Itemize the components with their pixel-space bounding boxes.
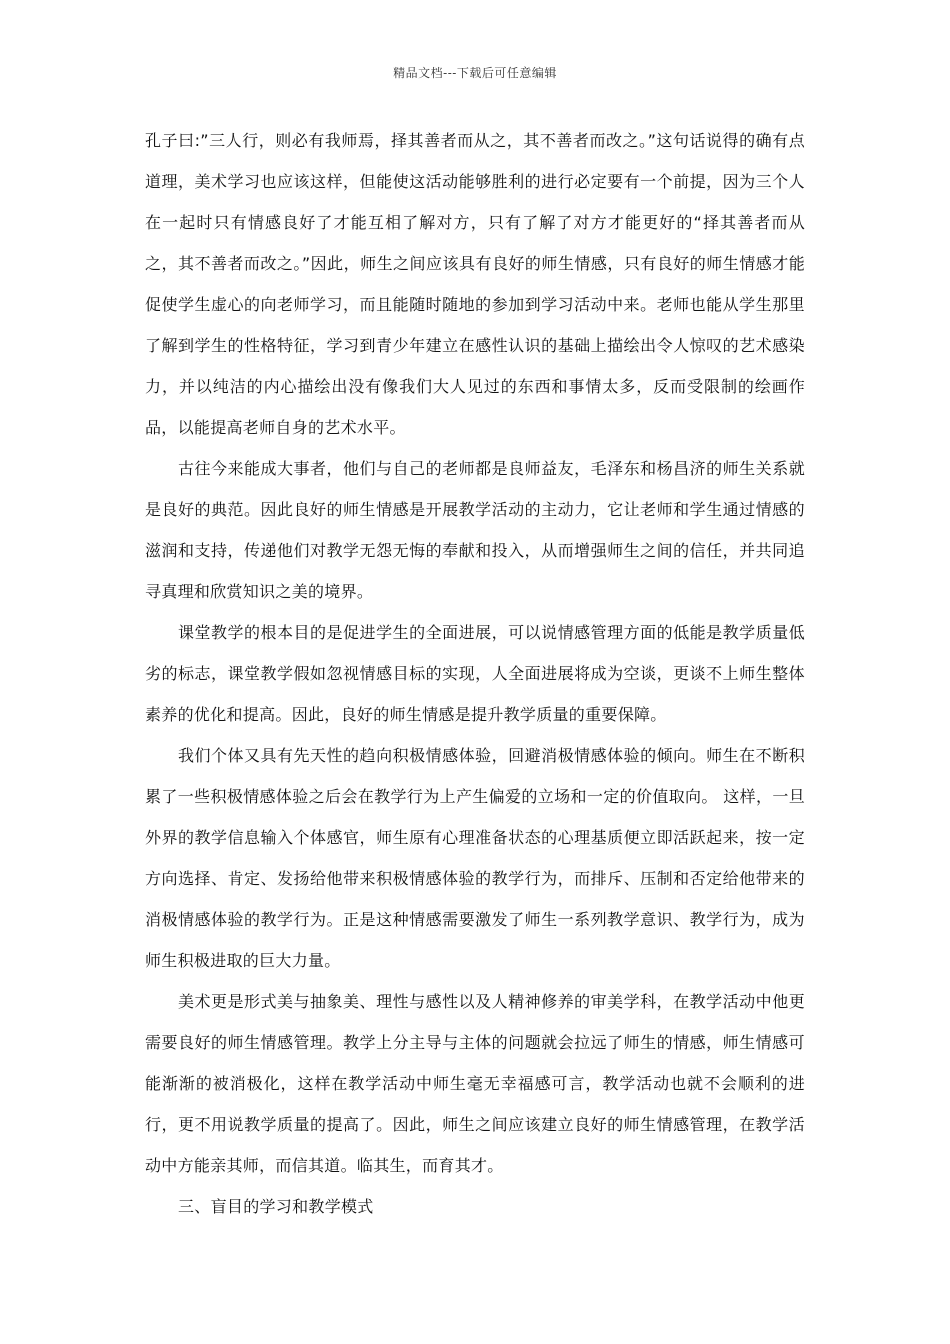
paragraph-3: 课堂教学的根本目的是促进学生的全面进展，可以说情感管理方面的低能是教学质量低劣的标志，课堂教学假如忽视情感目标的实现，人全面进展将成为空谈，更谈不上师生整体素养的优化和提高。因此，良好的师生情感是提升教学质量的重要保障。 <box>145 623 805 724</box>
page-header: 精品文档---下载后可任意编辑 <box>393 66 557 80</box>
document-body <box>145 120 805 1227</box>
paragraph-4: 我们个体又具有先天性的趋向积极情感体验，回避消极情感体验的倾向。师生在不断积累了一些积极情感体验之后会在教学行为上产生偏爱的立场和一定的价值取向。 这样，一旦外界的教学信息输入个体感官，师生原有心理准备状态的心理基质便立即活跃起来，按一定方向选择、肯定、发扬给他带来积极情感体验的教学行为，而排斥、压制和否定给他带来的消极情感体验的教学行为。正是这种情感需要激发了师生一系列教学意识、教学行为，成为师生积极进取的巨大力量。 <box>145 746 805 970</box>
paragraph-2: 古往今来能成大事者，他们与自己的老师都是良师益友，毛泽东和杨昌济的师生关系就是良好的典范。因此良好的师生情感是开展教学活动的主动力，它让老师和学生通过情感的滋润和支持，传递他们对教学无怨无悔的奉献和投入，从而增强师生之间的信任，并共同追寻真理和欣赏知识之美的境界。 <box>145 459 805 601</box>
paragraph-5: 美术更是形式美与抽象美、理性与感性以及人精神修养的审美学科，在教学活动中他更需要良好的师生情感管理。教学上分主导与主体的问题就会拉远了师生的情感，师生情感可能渐渐的被消极化，这样在教学活动中师生毫无幸福感可言，教学活动也就不会顺利的进行，更不用说教学质量的提高了。因此，师生之间应该建立良好的师生情感管理，在教学活动中方能亲其师，而信其道。临其生，而育其才。 <box>145 992 805 1175</box>
section-heading: 三、盲目的学习和教学模式 <box>178 1197 374 1216</box>
paragraph-1: 孔子曰:”三人行，则必有我师焉，择其善者而从之，其不善者而改之。”这句话说得的确有点道理，美术学习也应该这样，但能使这活动能够胜利的进行必定要有一个前提，因为三个人在一起时只有情感良好了才能互相了解对方，只有了解了对方才能更好的“择其善者而从之，其不善者而改之。”因此，师生之间应该具有良好的师生情感，只有良好的师生情感才能促使学生虚心的向老师学习，而且能随时随地的参加到学习活动中来。老师也能从学生那里了解到学生的性格特征，学习到青少年建立在感性认识的基础上描绘出令人惊叹的艺术感染力，并以纯洁的内心描绘出没有像我们大人见过的东西和事情太多，反而受限制的绘画作品，以能提高老师自身的艺术水平。 <box>145 131 805 437</box>
